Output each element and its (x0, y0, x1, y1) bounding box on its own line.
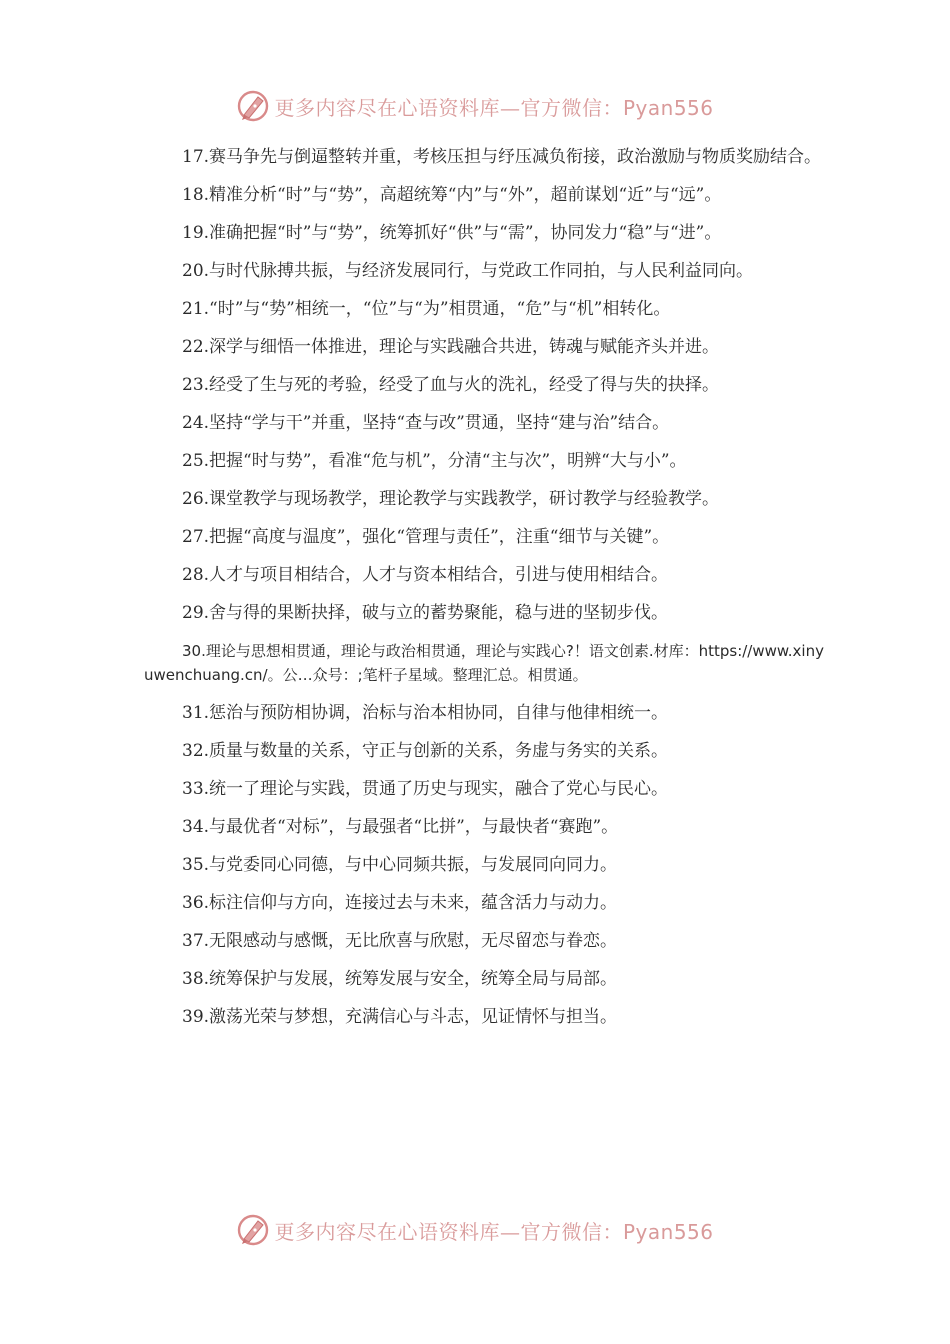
list-item: 33.统一了理论与实践，贯通了历史与现实，融合了党心与民心。 (182, 779, 669, 799)
list-item: 26.课堂教学与现场教学，理论教学与实践教学，研讨教学与经验教学。 (182, 489, 720, 509)
pen-nib-circle-logo-icon (236, 89, 270, 123)
list-item: 36.标注信仰与方向，连接过去与未来，蕴含活力与动力。 (182, 893, 618, 913)
banner-wechat-id: Pyan556 (622, 1219, 714, 1244)
pen-nib-circle-logo-icon (236, 1213, 270, 1247)
list-item: 18.精准分析“时”与“势”，高超统筹“内”与“外”，超前谋划“近”与“远”。 (182, 185, 722, 205)
list-item: 17.赛马争先与倒逼整转并重，考核压担与纾压减负衔接，政治激励与物质奖励结合。 (182, 147, 822, 167)
phrase-list (144, 145, 824, 1043)
banner-official-label: 官方微信： (520, 1219, 623, 1244)
list-item: 24.坚持“学与干”并重，坚持“查与改”贯通，坚持“建与治”结合。 (182, 413, 670, 433)
banner-dash: — (499, 95, 521, 120)
list-item: 19.准确把握“时”与“势”，统筹抓好“供”与“需”，协同发力“稳”与“进”。 (182, 223, 722, 243)
list-item: 22.深学与细悟一体推进，理论与实践融合共进，铸魂与赋能齐头并进。 (182, 337, 720, 357)
list-item: 31.惩治与预防相协调，治标与治本相协同，自律与他律相统一。 (182, 703, 669, 723)
header-banner (0, 86, 950, 126)
list-item: 25.把握“时与势”，看准“危与机”，分清“主与次”，明辨“大与小”。 (182, 451, 687, 471)
list-item: 20.与时代脉搏共振，与经济发展同行，与党政工作同拍，与人民利益同向。 (182, 261, 754, 281)
list-item: 29.舍与得的果断抉择，破与立的蓄势聚能，稳与进的坚韧步伐。 (182, 603, 669, 623)
footer-banner (0, 1210, 950, 1250)
list-item: 38.统筹保护与发展，统筹发展与安全，统筹全局与局部。 (182, 969, 618, 989)
list-item: 28.人才与项目相结合，人才与资本相结合，引进与使用相结合。 (182, 565, 669, 585)
list-item: 37.无限感动与感慨，无比欣喜与欣慰，无尽留恋与眷恋。 (182, 931, 618, 951)
list-item: 30.理论与思想相贯通，理论与政治相贯通，理论与实践心?！语文创素.材库：https://www.xinyuwenchuang.cn/。公…众号：;笔杆子星域。整理汇总。相贯通。 (144, 642, 824, 684)
footer-banner-text (274, 1216, 713, 1245)
list-item: 23.经受了生与死的考验，经受了血与火的洗礼，经受了得与失的抉择。 (182, 375, 720, 395)
banner-site-name: 更多内容尽在心语资料库 (274, 1219, 500, 1244)
banner-wechat-id: Pyan556 (622, 95, 714, 120)
list-item: 35.与党委同心同德，与中心同频共振，与发展同向同力。 (182, 855, 618, 875)
list-item: 21.“时”与“势”相统一，“位”与“为”相贯通，“危”与“机”相转化。 (182, 299, 671, 319)
list-item: 39.激荡光荣与梦想，充满信心与斗志，见证情怀与担当。 (182, 1007, 618, 1027)
banner-dash: — (499, 1219, 521, 1244)
list-item: 32.质量与数量的关系，守正与创新的关系，务虚与务实的关系。 (182, 741, 669, 761)
list-item: 34.与最优者“对标”，与最强者“比拼”，与最快者“赛跑”。 (182, 817, 619, 837)
banner-site-name: 更多内容尽在心语资料库 (274, 95, 500, 120)
header-banner-text (274, 92, 713, 121)
list-item: 27.把握“高度与温度”，强化“管理与责任”，注重“细节与关键”。 (182, 527, 670, 547)
banner-official-label: 官方微信： (520, 95, 623, 120)
